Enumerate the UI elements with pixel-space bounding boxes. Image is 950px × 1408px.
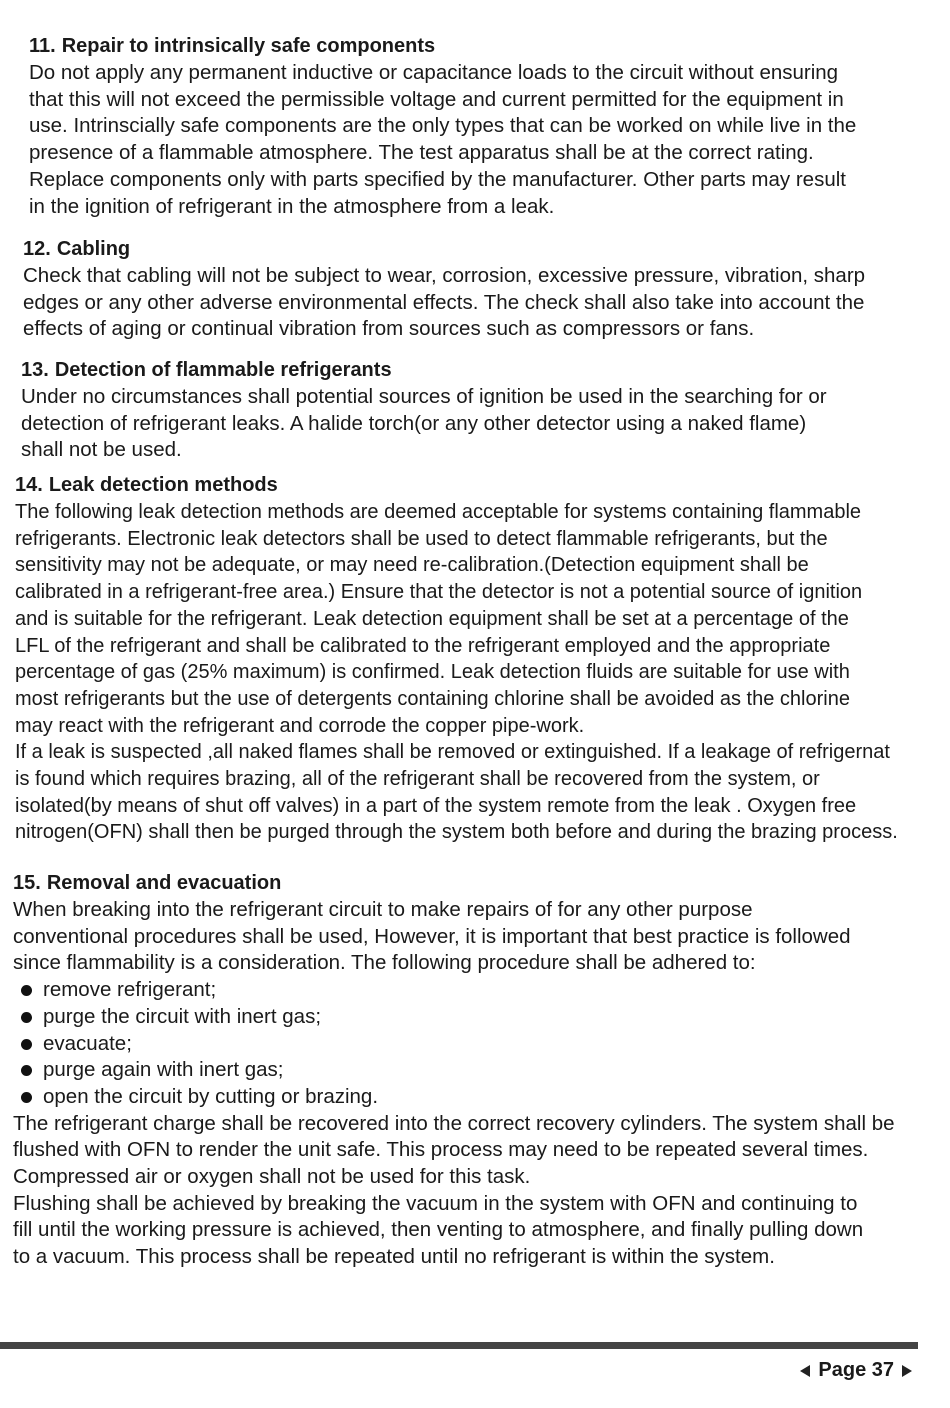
section-12 (23, 236, 865, 343)
section-title: Cabling (56, 238, 131, 260)
section-title: Leak detection methods (48, 474, 278, 496)
section-body: Do not apply any permanent inductive or capacitance loads to the circuit without ensuring that this will not exceed the permissible voltage and current permitted for the equipment in use. Intrinscially safe components are the only types that can be worked on while live in the presence of a flammable atmosphere. The test apparatus shall be at the correct rating. Replace components only with parts specified by the manufacturer. Other parts may result in the ignition of refrigerant in the atmosphere from a leak. (29, 61, 857, 218)
list-item: open the circuit by cutting or brazing. (13, 1084, 895, 1111)
section-15 (13, 870, 895, 1271)
list-item: remove refrigerant; (13, 977, 895, 1004)
list-item: purge the circuit with inert gas; (13, 1004, 895, 1031)
section-13 (21, 357, 827, 464)
bullet-icon (21, 1012, 32, 1023)
section-body: Check that cabling will not be subject to wear, corrosion, excessive pressure, vibration, sharp edges or any other adverse environmental effects. The check shall also take into account the effects of aging or continual vibration from sources such as compressors or fans. (23, 264, 866, 341)
section-heading (21, 357, 827, 384)
section-number: 14. (15, 474, 43, 496)
section-title: Removal and evacuation (46, 872, 282, 894)
section-body: Under no circumstances shall potential sources of ignition be used in the searching for or detection of refrigerant leaks. A halide torch(or any other detector using a naked flame) shall not be used. (21, 385, 827, 462)
procedure-list (13, 977, 895, 1111)
section-heading (29, 33, 856, 60)
bullet-icon (21, 985, 32, 996)
section-body: The following leak detection methods are deemed acceptable for systems containing flammable refrigerants. Electronic leak detectors shall be used to detect flammable refrigerants, but the sensitivity may not be adequate, or may need re-calibration.(Detection equipment shall be calibrated in a refrigerant-free area.) Ensure that the detector is not a potential source of ignition and is suitable for the refrigerant. Leak detection equipment shall be set at a percentage of the LFL of the refrigerant and shall be calibrated to the refrigerant employed and the appropriate percentage of gas (25% maximum) is confirmed. Leak detection fluids are suitable for use with most refrigerants but the use of detergents containing chlorine shall be avoided as the chlorine may react with the refrigerant and corrode the copper pipe-work. If a leak is suspected ,all naked flames shall be removed or extinguished. If a leakage of refrigernat is found which requires brazing, all of the refrigerant shall be recovered from the system, or isolated(by means of shut off valves) in a part of the system remote from the leak . Oxygen free nitrogen(OFN) shall then be purged through the system both before and during the brazing process. (15, 501, 898, 844)
page-number: Page 37 (818, 1359, 894, 1381)
section-number: 15. (13, 872, 41, 894)
section-heading (13, 870, 895, 897)
footer-divider (0, 1342, 918, 1349)
list-item: purge again with inert gas; (13, 1057, 895, 1084)
section-heading (15, 472, 898, 499)
section-11 (29, 33, 856, 220)
section-number: 13. (21, 359, 49, 381)
bullet-icon (21, 1039, 32, 1050)
triangle-left-icon (800, 1365, 810, 1377)
section-heading (23, 236, 865, 263)
section-number: 12. (23, 238, 51, 260)
bullet-icon (21, 1065, 32, 1076)
section-number: 11. (29, 35, 56, 57)
page-footer (800, 1359, 912, 1382)
section-outro: The refrigerant charge shall be recovered into the correct recovery cylinders. The system shall be flushed with OFN to render the unit safe. This process may need to be repeated several times. Compressed air or oxygen shall not be used for this task. Flushing shall be achieved by breaking the vacuum in the system with OFN and continuing to fill until the working pressure is achieved, then venting to atmosphere, and finally pulling down to a vacuum. This process shall be repeated until no refrigerant is within the system. (13, 1111, 895, 1269)
section-title: Repair to intrinsically safe components (61, 35, 436, 57)
section-14 (15, 472, 898, 846)
list-item: evacuate; (13, 1031, 895, 1058)
triangle-right-icon (902, 1365, 912, 1377)
section-intro: When breaking into the refrigerant circuit to make repairs of for any other purpose conventional procedures shall be used, However, it is important that best practice is followed since flammability is a consideration. The following procedure shall be adhered to: (13, 898, 851, 975)
bullet-icon (21, 1092, 32, 1103)
section-title: Detection of flammable refrigerants (54, 359, 392, 381)
